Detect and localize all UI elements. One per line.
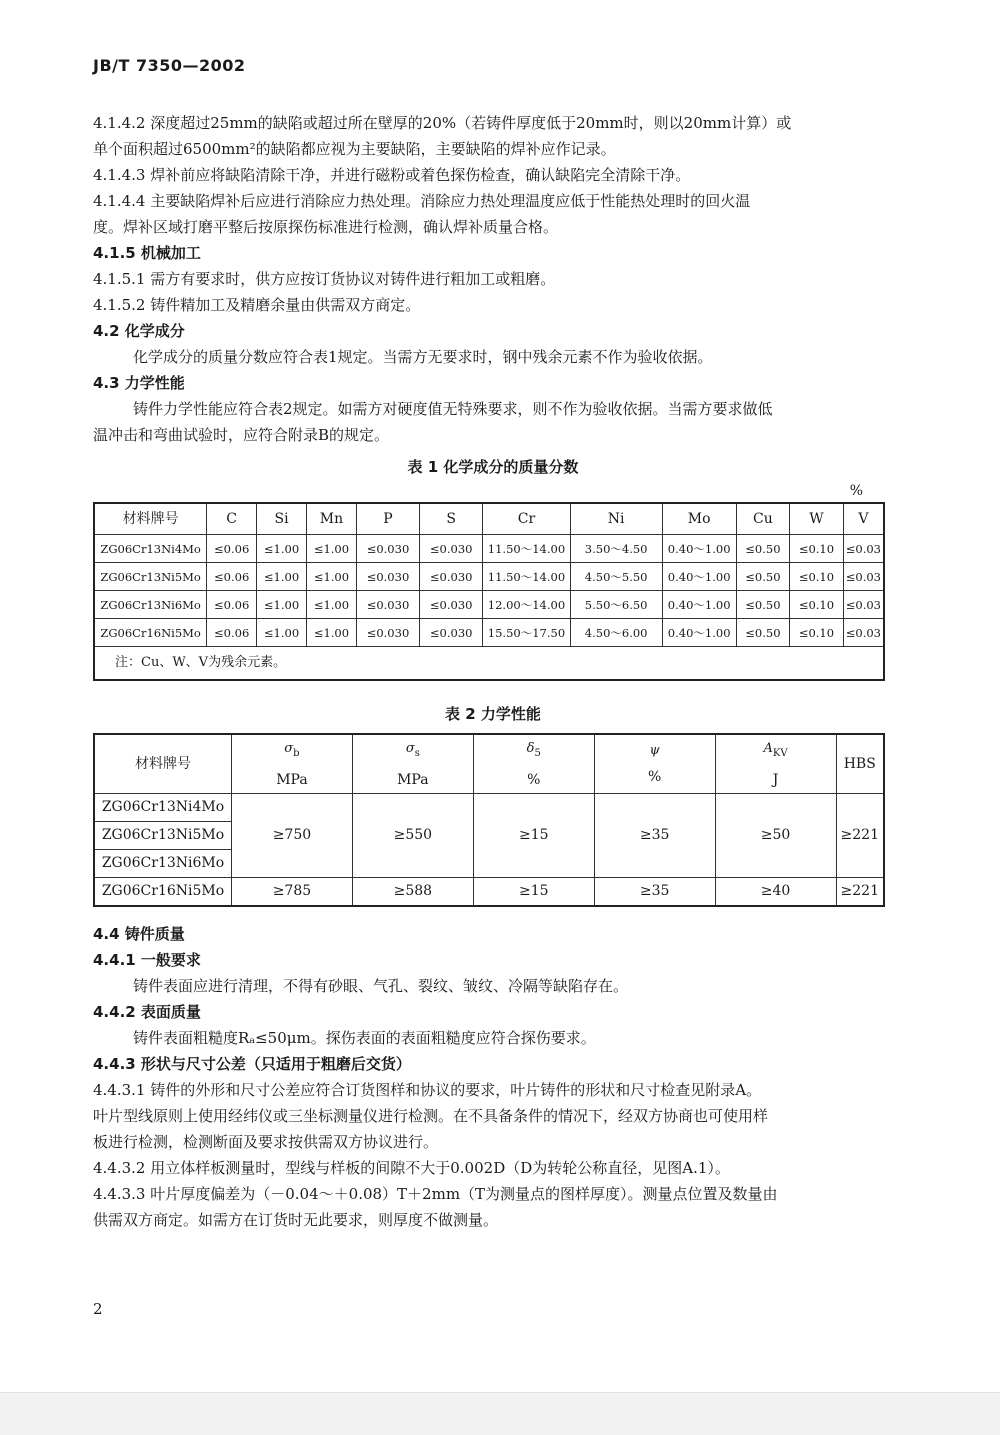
clause-4-1-5-1: 4.1.5.1 需方有要求时，供方应按订货协议对铸件进行粗加工或粗磨。 — [93, 270, 556, 288]
t2-cell: ≥35 — [594, 793, 715, 877]
t2-h-material — [94, 734, 231, 793]
clause-4-1-4-3: 4.1.4.3 焊补前应将缺陷清除干净，并进行磁粉或着色探伤检查，确认缺陷完全清除干净。 — [93, 166, 691, 184]
t1-cell: ≤0.030 — [356, 591, 419, 619]
t2-h-unit: MPa — [276, 771, 308, 788]
t1-cell: ≤1.00 — [307, 563, 357, 591]
t1-cell: ≤0.030 — [420, 619, 483, 647]
t1-cell: ZG06Cr16Ni5Mo — [94, 619, 207, 647]
t1-cell: ZG06Cr13Ni6Mo — [94, 591, 207, 619]
table-row — [94, 619, 884, 647]
t1-h-mn: Mn — [307, 503, 357, 535]
t1-cell: ≤0.03 — [843, 563, 884, 591]
t1-h-si: Si — [257, 503, 307, 535]
t2-material: ZG06Cr13Ni5Mo — [94, 821, 231, 849]
t1-h-s: S — [420, 503, 483, 535]
table-row — [94, 793, 884, 821]
t2-h-unit: MPa — [397, 771, 429, 788]
t1-h-w: W — [790, 503, 844, 535]
t2-cell: ≥35 — [594, 877, 715, 906]
table1-caption: 表 1 化学成分的质量分数 — [407, 458, 579, 476]
heading-4-4-1: 4.4.1 一般要求 — [93, 950, 201, 969]
t1-cell: ≤0.10 — [790, 535, 844, 563]
t2-h-sub: b — [293, 747, 300, 759]
t2-h-sym: σ — [284, 741, 294, 756]
t2-cell: ≥50 — [715, 793, 836, 877]
clause-4-4-2-text: 铸件表面粗糙度Rₐ≤50μm。探伤表面的表面粗糙度应符合探伤要求。 — [133, 1028, 596, 1047]
t2-h-sigma-s — [352, 734, 473, 793]
t1-cell: ≤0.50 — [736, 591, 789, 619]
t1-cell: ≤1.00 — [257, 591, 307, 619]
t2-cell: ≥750 — [231, 793, 352, 877]
t1-h-v: V — [843, 503, 884, 535]
t1-h-cu: Cu — [736, 503, 789, 535]
table2-caption: 表 2 力学性能 — [445, 705, 541, 723]
t1-cell: ≤0.030 — [420, 563, 483, 591]
t1-cell: 4.50～5.50 — [570, 563, 662, 591]
table1-unit: % — [849, 483, 863, 499]
t1-cell: ≤0.10 — [790, 563, 844, 591]
t1-cell: ≤0.06 — [207, 619, 257, 647]
clause-4-3-text: 铸件力学性能应符合表2规定。如需方对硬度值无特殊要求，则不作为验收依据。当需方要求做低 — [133, 400, 773, 418]
clause-4-3-text-cont: 温冲击和弯曲试验时，应符合附录B的规定。 — [93, 426, 390, 444]
heading-4-4-3: 4.4.3 形状与尺寸公差（只适用于粗磨后交货） — [93, 1054, 411, 1073]
t1-cell: ≤0.50 — [736, 619, 789, 647]
t2-cell: ≥221 — [836, 877, 884, 906]
t2-h-psi — [594, 734, 715, 793]
clause-4-4-3-1-cont2: 板进行检测，检测断面及要求按供需双方协议进行。 — [93, 1132, 439, 1151]
t1-cell: ≤1.00 — [257, 619, 307, 647]
t2-material: ZG06Cr16Ni5Mo — [94, 877, 231, 906]
clause-4-1-4-2: 4.1.4.2 深度超过25mm的缺陷或超过所在壁厚的20%（若铸件厚度低于20mm时，则以20mm计算）或 — [93, 114, 792, 132]
t1-cell: ≤0.030 — [356, 535, 419, 563]
t2-h-sub: s — [414, 747, 420, 759]
table1-chemical-composition — [93, 502, 885, 681]
t1-h-p: P — [356, 503, 419, 535]
t1-cell: ≤0.10 — [790, 591, 844, 619]
t1-cell: 0.40～1.00 — [662, 535, 736, 563]
clause-4-1-4-4: 4.1.4.4 主要缺陷焊补后应进行消除应力热处理。消除应力热处理温度应低于性能热处理时的回火温 — [93, 192, 751, 210]
t1-cell: ≤0.03 — [843, 591, 884, 619]
t1-h-ni: Ni — [570, 503, 662, 535]
t2-h-sub: KV — [772, 747, 788, 759]
clause-4-4-3-2: 4.4.3.2 用立体样板测量时，型线与样板的间隙不大于0.002D（D为转轮公称直径，见图A.1）。 — [93, 1158, 730, 1177]
table2-header-row — [94, 734, 884, 793]
t1-cell: ≤0.06 — [207, 591, 257, 619]
table-row — [94, 877, 884, 906]
t2-cell: ≥40 — [715, 877, 836, 906]
t2-material: ZG06Cr13Ni4Mo — [94, 793, 231, 821]
table2-mechanical-properties — [93, 733, 885, 907]
t1-cell: 0.40～1.00 — [662, 591, 736, 619]
clause-4-4-3-3: 4.4.3.3 叶片厚度偏差为（－0.04～＋0.08）T＋2mm（T为测量点的图样厚度）。测量点位置及数量由 — [93, 1184, 778, 1203]
t1-cell: ≤0.030 — [420, 535, 483, 563]
heading-4-1-5: 4.1.5 机械加工 — [93, 244, 201, 262]
t1-cell: ≤0.10 — [790, 619, 844, 647]
t2-h-sym: A — [763, 741, 773, 756]
t1-cell: ≤0.03 — [843, 619, 884, 647]
t1-cell: 3.50～4.50 — [570, 535, 662, 563]
clause-4-4-3-1-cont: 叶片型线原则上使用经纬仪或三坐标测量仪进行检测。在不具备条件的情况下，经双方协商也可使用样 — [93, 1106, 769, 1125]
table-row — [94, 591, 884, 619]
t1-cell: ≤0.06 — [207, 535, 257, 563]
t1-cell: 0.40～1.00 — [662, 619, 736, 647]
t1-cell: ≤1.00 — [257, 535, 307, 563]
t1-cell: ≤0.03 — [843, 535, 884, 563]
heading-4-2: 4.2 化学成分 — [93, 322, 185, 340]
t1-cell: ≤1.00 — [257, 563, 307, 591]
t1-cell: 5.50～6.50 — [570, 591, 662, 619]
t2-h-delta — [473, 734, 594, 793]
t2-h-sym: σ — [405, 741, 415, 756]
t1-cell: 4.50～6.00 — [570, 619, 662, 647]
t1-h-mo: Mo — [662, 503, 736, 535]
viewer-bottom-bar — [0, 1392, 1000, 1435]
table1-note-row — [94, 647, 884, 681]
standard-header: JB/T 7350—2002 — [93, 56, 246, 75]
t2-h-sub: 5 — [534, 747, 541, 759]
t1-cell: ≤0.030 — [356, 619, 419, 647]
table1-note: 注：Cu、W、V为残余元素。 — [94, 647, 884, 681]
t2-h-unit: % — [648, 769, 662, 786]
t2-cell: ≥785 — [231, 877, 352, 906]
heading-4-4-2: 4.4.2 表面质量 — [93, 1002, 201, 1021]
t1-cell: ≤0.50 — [736, 563, 789, 591]
t2-h-sym: ψ — [649, 743, 660, 759]
t2-h-hbs-label: HBS — [843, 755, 876, 772]
clause-4-4-3-3-cont: 供需双方商定。如需方在订货时无此要求，则厚度不做测量。 — [93, 1210, 499, 1229]
t2-h-akv — [715, 734, 836, 793]
t2-h-sigma-b — [231, 734, 352, 793]
page-number: 2 — [93, 1300, 103, 1318]
t2-cell: ≥15 — [473, 877, 594, 906]
clause-4-2-text: 化学成分的质量分数应符合表1规定。当需方无要求时，钢中残余元素不作为验收依据。 — [133, 348, 713, 366]
t1-cell: 0.40～1.00 — [662, 563, 736, 591]
heading-4-3: 4.3 力学性能 — [93, 374, 185, 392]
table-row — [94, 563, 884, 591]
table-row — [94, 535, 884, 563]
t1-cell: 15.50～17.50 — [483, 619, 570, 647]
t1-cell: ≤1.00 — [307, 591, 357, 619]
t1-cell: 12.00～14.00 — [483, 591, 570, 619]
t2-material: ZG06Cr13Ni6Mo — [94, 849, 231, 877]
document-body — [93, 110, 893, 1233]
clause-4-1-5-2: 4.1.5.2 铸件精加工及精磨余量由供需双方商定。 — [93, 296, 421, 314]
t1-cell: ZG06Cr13Ni4Mo — [94, 535, 207, 563]
heading-4-4: 4.4 铸件质量 — [93, 924, 185, 943]
t1-h-cr: Cr — [483, 503, 570, 535]
t1-cell: ≤1.00 — [307, 619, 357, 647]
t2-h-unit: J — [772, 771, 779, 788]
t1-h-material: 材料牌号 — [94, 503, 207, 535]
t2-h-material-label: 材料牌号 — [134, 755, 191, 772]
table1-header-row — [94, 503, 884, 535]
t1-cell: ≤0.030 — [356, 563, 419, 591]
t2-cell: ≥15 — [473, 793, 594, 877]
t2-cell: ≥221 — [836, 793, 884, 877]
t1-cell: ≤0.06 — [207, 563, 257, 591]
t1-h-c: C — [207, 503, 257, 535]
t1-cell: 11.50～14.00 — [483, 563, 570, 591]
t2-cell: ≥550 — [352, 793, 473, 877]
t2-cell: ≥588 — [352, 877, 473, 906]
clause-4-4-3-1: 4.4.3.1 铸件的外形和尺寸公差应符合订货图样和协议的要求，叶片铸件的形状和尺寸检查见附录A。 — [93, 1080, 762, 1099]
t1-cell: ZG06Cr13Ni5Mo — [94, 563, 207, 591]
t2-h-unit: % — [527, 771, 541, 788]
clause-4-1-4-4-cont: 度。焊补区域打磨平整后按原探伤标准进行检测，确认焊补质量合格。 — [93, 218, 559, 236]
t1-cell: ≤0.030 — [420, 591, 483, 619]
t1-cell: ≤0.50 — [736, 535, 789, 563]
t1-cell: ≤1.00 — [307, 535, 357, 563]
t2-h-sym: δ — [526, 741, 535, 756]
clause-4-1-4-2-cont: 单个面积超过6500mm²的缺陷都应视为主要缺陷，主要缺陷的焊补应作记录。 — [93, 140, 616, 158]
t2-h-hbs — [836, 734, 884, 793]
t1-cell: 11.50～14.00 — [483, 535, 570, 563]
clause-4-4-1-text: 铸件表面应进行清理，不得有砂眼、气孔、裂纹、皱纹、冷隔等缺陷存在。 — [133, 976, 629, 995]
